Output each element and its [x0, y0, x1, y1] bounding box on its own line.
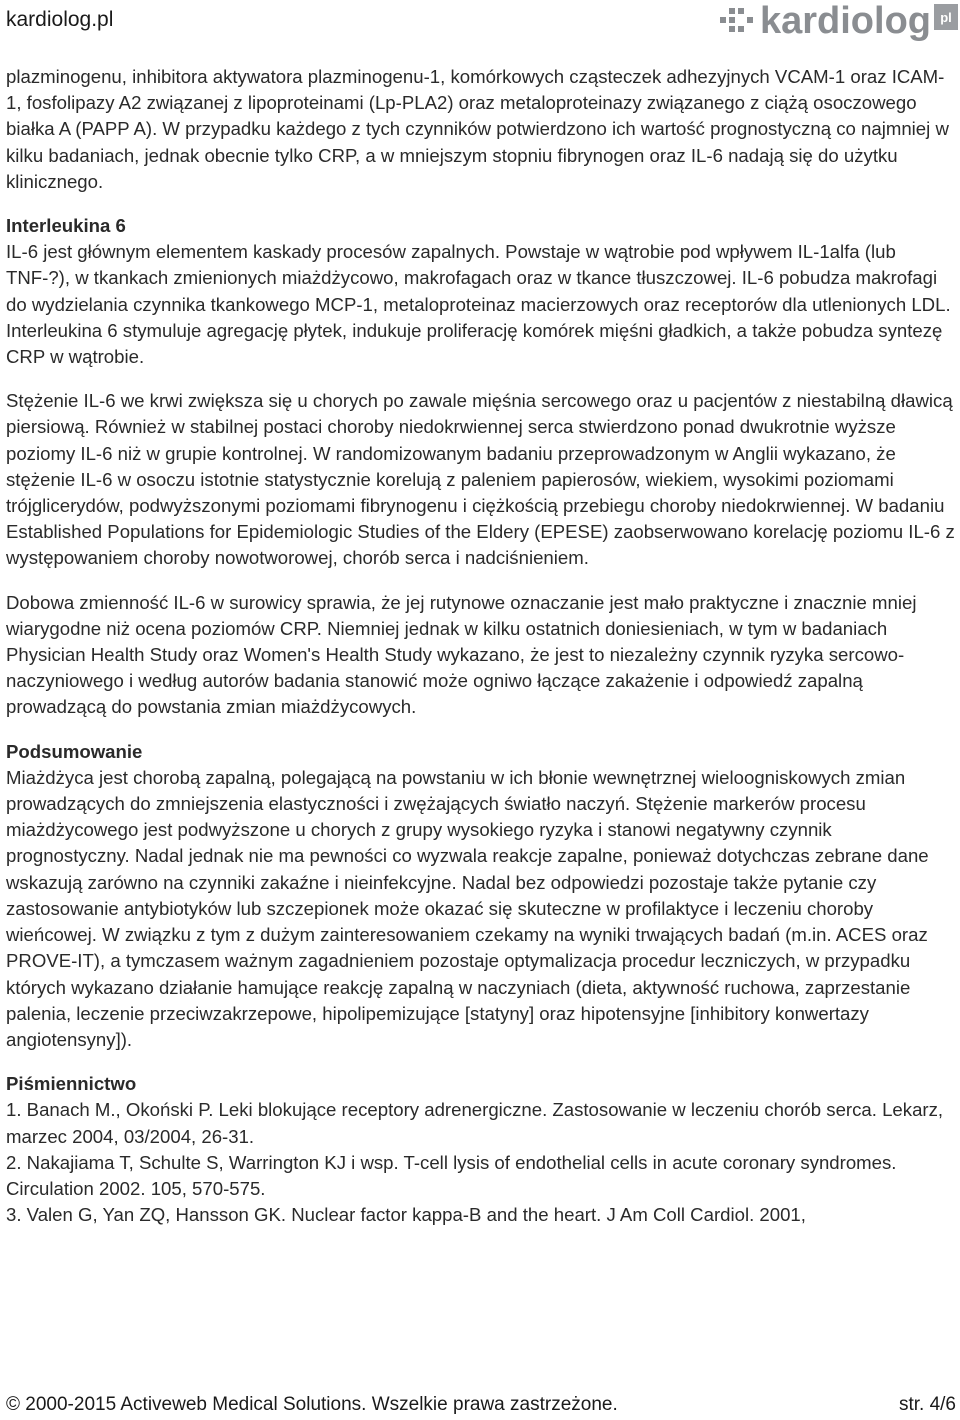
- reference-list: [6, 1097, 956, 1228]
- reference-item: 1. Banach M., Okoński P. Leki blokujące receptory adrenergiczne. Zastosowanie w leczeniu chorób serca. Lekarz, marzec 2004, 03/2004, 26-31.: [6, 1099, 944, 1147]
- paragraph-il6: IL-6 jest głównym elementem kaskady procesów zapalnych. Powstaje w wątrobie pod wpływem IL-1alfa (lub TNF-?), w tkankach zmienionych miażdżycowo, makrofagach oraz w tkance tłuszczowej. IL-6 pobudza makrofagi do wydzielania czynnika tkankowego MCP-1, metaloproteinaz macierzowych oraz receptorów dla utlenionych LDL. Interleukina 6 stymuluje agregację płytek, indukuje proliferację komórek mięśni gładkich, a także pobudza syntezę CRP w wątrobie.: [6, 241, 951, 368]
- paragraph-summary: Miażdżyca jest chorobą zapalną, polegającą na powstaniu w ich błonie wewnętrznej wieloogniskowych zmian prowadzących do zmniejszenia elastyczności i zwężających światło naczyń. Stężenie markerów procesu miażdżycowego jest podwyższone u chorych z grupy wysokiego ryzyka i stanowi negatywny czynnik prognostyczny. Nadal jednak nie ma pewności co wyzwala reakcje zapalne, ponieważ dotychczas zebrane dane wskazują zarówno na czynniki zakaźne i nieinfekcyjne. Nadal bez odpowiedzi pozostaje także pytanie czy zastosowanie antybiotyków lub szczepionek może okazać się skuteczne w profilaktyce i leczeniu choroby wieńcowej. W związku z tym z dużym zainteresowaniem czekamy na wyniki trwających badań (m.in. ACES oraz PROVE-IT), a tymczasem ważnym zagadnieniem pozostaje optymalizacja procedur leczniczych, w przypadku których wykazano działanie hamujące reakcję zapalną w naczyniach (dieta, aktywność ruchowa, zaprzestanie palenia, leczenie przeciwzakrzepowe, hipolipemizujące [statyny] oraz hipotensyjne [inhibitory konwertazy angiotensyny]).: [6, 766, 929, 1050]
- site-name: kardiolog.pl: [6, 8, 114, 31]
- section-heading-references: Piśmiennictwo: [6, 1073, 137, 1095]
- paragraph-il6-variability: Dobowa zmienność IL-6 w surowicy sprawia, że jej rutynowe oznaczanie jest mało praktyczne i znacznie mniej wiarygodne niż ocena poziomów CRP. Niemniej jednak w kilku ostatnich doniesieniach, w tym w badaniach Physician Health Study oraz Women's Health Study wykazano, że jest to niezależny czynnik ryzyka sercowo-naczyniowego i według autorów badania stanowić może ogniwo łączące zakażenie i odpowiedź zapalną prowadzącą do powstania zmian miażdżycowych.: [6, 591, 917, 718]
- logo-text: kardiolog: [759, 0, 931, 42]
- section-heading-interleukina: Interleukina 6: [6, 215, 126, 237]
- copyright-text: © 2000-2015 Activeweb Medical Solutions. Wszelkie prawa zastrzeżone.: [6, 1394, 618, 1415]
- page-footer: [6, 1394, 956, 1416]
- section-heading-summary: Podsumowanie: [6, 740, 143, 762]
- paragraph-il6-concentration: Stężenie IL-6 we krwi zwiększa się u chorych po zawale mięśnia sercowego oraz u pacjentów z niestabilną dławicą piersiową. Również w stabilnej postaci choroby niedokrwiennej serca stwierdzono ponad dwukrotnie wyższe poziomy IL-6 niż w grupie kontrolnej. W randomizowanym badaniu przeprowadzonym w Anglii wykazano, że stężenie IL-6 w osoczu istotnie statystycznie korelują z paleniem papierosów, wiekiem, wysokimi poziomami trójglicerydów, podwyższonymi poziomami fibrynogenu i ciężkością przebiegu choroby niedokrwiennej. W badaniu Established Populations for Epidemiologic Studies of the Eldery (EPESE) zaobserwowano korelację poziomu IL-6 z występowaniem choroby nowotworowej, chorób serca i nadciśnieniem.: [6, 390, 955, 569]
- reference-item: 2. Nakajiama T, Schulte S, Warrington KJ i wsp. T-cell lysis of endothelial cells in acute coronary syndromes. Circulation 2002. 105, 570-575.: [6, 1151, 897, 1199]
- reference-item: 3. Valen G, Yan ZQ, Hansson GK. Nuclear factor kappa-B and the heart. J Am Coll Cardiol. 2001,: [6, 1204, 806, 1226]
- dot-grid-icon: [718, 3, 756, 39]
- logo-badge: pl: [934, 4, 958, 30]
- page-header: [0, 0, 960, 44]
- article-content: [6, 64, 956, 1228]
- kardiolog-logo: [718, 0, 958, 42]
- paragraph-intro: plazminogenu, inhibitora aktywatora plazminogenu-1, komórkowych cząsteczek adhezyjnych VCAM-1 oraz ICAM-1, fosfolipazy A2 związanej z lipoproteinami (Lp-PLA2) oraz metaloproteinazy związanego z ciążą osoczowego białka A (PAPP A). W przypadku każdego z tych czynników potwierdzono ich wartość prognostyczną co najmniej w kilku badaniach, jednak obecnie tylko CRP, a w mniejszym stopniu fibrynogen oraz IL-6 nadają się do użytku klinicznego.: [6, 66, 949, 192]
- page-number: str. 4/6: [898, 1394, 956, 1415]
